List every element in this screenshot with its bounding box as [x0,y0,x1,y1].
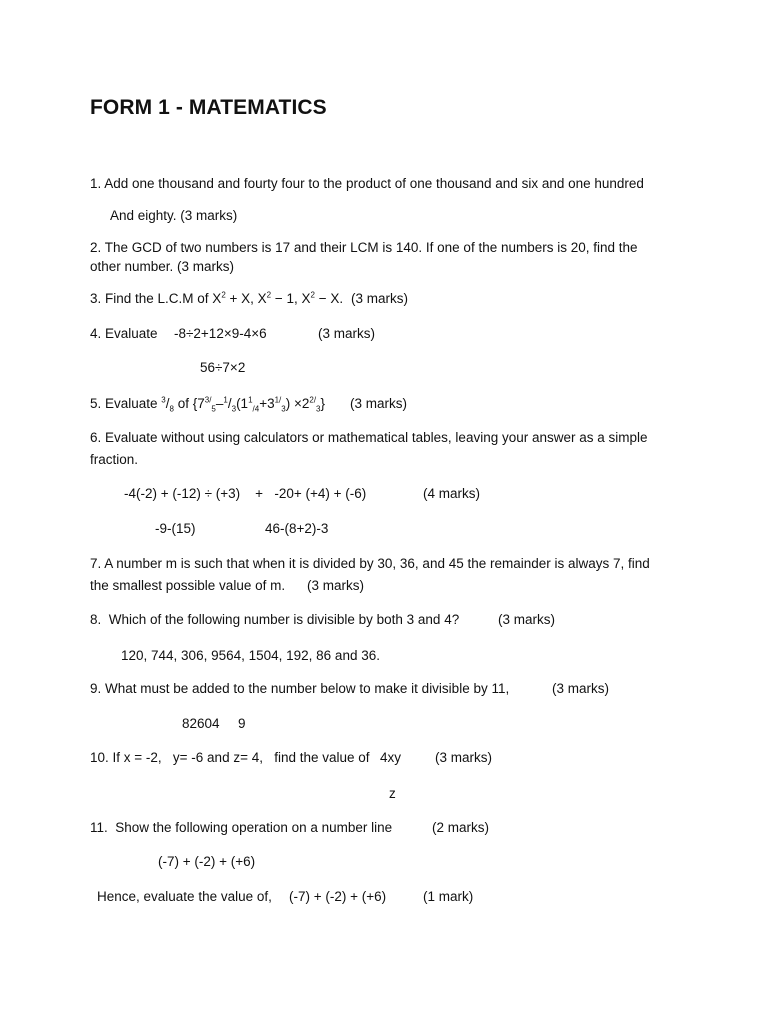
question-8-line-1: 8. Which of the following number is divisible by both 3 and 4? [90,612,460,627]
fraction-denominator: 5 [211,404,216,414]
question-9-line-1: 9. What must be added to the number below to make it divisible by 11, [90,681,510,696]
fraction-numerator: 1/ [274,395,282,405]
question-1-line-1: 1. Add one thousand and fourty four to the product of one thousand and six and one hundred [90,176,644,191]
question-11-expression-2: (-7) + (-2) + (+6) [289,889,387,904]
question-5 [90,395,325,413]
question-4-marks: (3 marks) [318,326,375,341]
question-6-line-1: 6. Evaluate without using calculators or mathematical tables, leaving your answer as a simple [90,430,648,445]
fraction-numerator: 3/ [204,395,212,405]
question-11-marks-2: (1 mark) [423,889,474,904]
question-10-marks: (3 marks) [435,750,492,765]
question-9-digit: 9 [238,716,246,731]
page-title: FORM 1 - MATEMATICS [90,96,327,119]
question-7-marks: (3 marks) [307,578,364,593]
fraction-denominator: /4 [252,404,260,414]
question-3-term: − X. [314,291,344,306]
question-4-numerator: -8÷2+12×9-4×6 [174,326,267,341]
question-1-line-2: And eighty. (3 marks) [110,208,238,223]
question-9-marks: (3 marks) [552,681,609,696]
question-6-line-2: fraction. [90,452,139,467]
question-5-text: (1 [236,396,249,411]
question-3-term: + X, X [225,291,267,306]
question-11-expression: (-7) + (-2) + (+6) [158,854,256,869]
question-11-marks: (2 marks) [432,820,489,835]
fraction-numerator: 3 [161,395,166,405]
question-6-denominator-1: -9-(15) [155,521,196,536]
question-5-text: ) ×2 [285,396,310,411]
question-6-expression: -4(-2) + (-12) ÷ (+3) + -20+ (+4) + (-6) [124,486,367,501]
question-4-label: 4. Evaluate [90,326,158,341]
question-4-denominator: 56÷7×2 [200,360,246,375]
question-10-expression: 4xy [380,750,402,765]
exponent: 2 [266,290,272,300]
question-3-term: − 1, X [271,291,311,306]
minus-sign: – [215,396,224,411]
fraction-numerator: 1 [223,395,228,405]
fraction-numerator: 2/ [309,395,317,405]
fraction-denominator: 3 [281,404,286,414]
question-10-denominator: z [389,786,396,801]
question-7-line-2: the smallest possible value of m. [90,578,286,593]
question-5-text: } [320,396,326,411]
question-8-numbers: 120, 744, 306, 9564, 1504, 192, 86 and 36. [121,648,380,663]
question-6-marks: (4 marks) [423,486,480,501]
fraction-denominator: 3 [316,404,321,414]
question-9-number: 82604 [182,716,220,731]
fraction-denominator: 3 [231,404,237,414]
question-10-line-1: 10. If x = -2, y= -6 and z= 4, find the value of [90,750,370,765]
question-5-marks: (3 marks) [350,396,407,411]
question-5-text: +3 [259,396,275,411]
question-3 [90,290,343,308]
exponent: 2 [310,290,315,300]
question-5-text: of {7 [173,396,205,411]
fraction-denominator: 8 [169,404,174,414]
exponent: 2 [221,290,226,300]
question-8-marks: (3 marks) [498,612,555,627]
question-6-denominator-2: 46-(8+2)-3 [265,521,329,536]
question-3-lead: 3. Find the L.C.M of X [90,291,222,306]
question-3-marks: (3 marks) [351,291,408,306]
question-11-line-1: 11. Show the following operation on a number line [90,820,393,835]
question-11-line-3: Hence, evaluate the value of, [97,889,272,904]
fraction-numerator: 1 [248,395,253,405]
fraction-slash: / [227,396,232,411]
question-5-label: 5. Evaluate [90,396,162,411]
fraction-slash: / [165,396,170,411]
question-2-line-2: other number. (3 marks) [90,259,235,274]
question-2-line-1: 2. The GCD of two numbers is 17 and their LCM is 140. If one of the numbers is 20, find the [90,240,638,255]
question-7-line-1: 7. A number m is such that when it is divided by 30, 36, and 45 the remainder is always 7, find [90,556,650,571]
